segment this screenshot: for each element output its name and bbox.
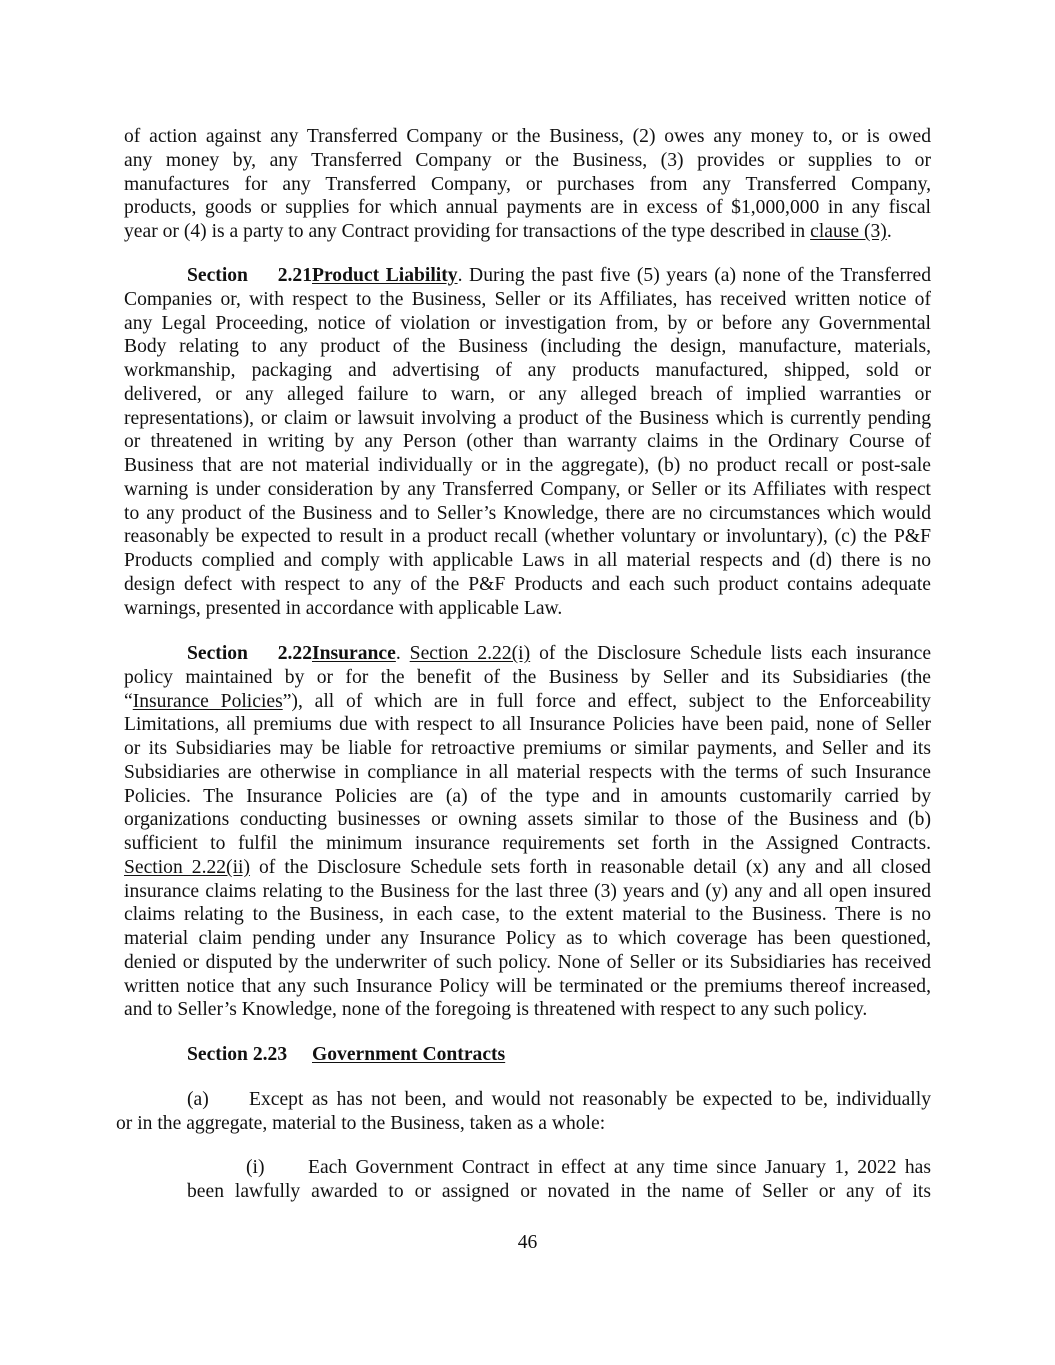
text-line: workmanship, packaging and advertising of any products manufactured, shipped, sold or	[124, 360, 931, 381]
text-line: claims relating to the Business, in each case, to the extent material to the Business. There is no	[124, 904, 931, 926]
text-line: of action against any Transferred Company or the Business, (2) owes any money to, or is owed	[124, 126, 931, 147]
subsection-a	[116, 1088, 931, 1136]
text-line: denied or disputed by the underwriter of such policy. None of Seller or its Subsidiaries has received	[124, 951, 931, 973]
section-number: Section 2.21	[187, 265, 312, 286]
clause-3-reference: clause (3)	[810, 221, 887, 242]
section-2-23	[124, 1043, 931, 1067]
text-line: Products complied and comply with applicable Laws in all material respects and (d) there is no	[124, 550, 931, 571]
section-number: Section 2.22	[187, 643, 312, 664]
text-line: written notice that any such Insurance Policy will be terminated or the premiums thereof increased,	[124, 975, 931, 997]
text-line: manufactures for any Transferred Company, or purchases from any Transferred Company,	[124, 173, 931, 195]
text-line: Body relating to any product of the Business (including the design, manufacture, materials,	[124, 336, 931, 358]
text-line: material claim pending under any Insurance Policy as to which coverage has been questioned,	[124, 928, 931, 949]
text-line: Limitations, all premiums due with respect to all Insurance Policies have been paid, none of Seller	[124, 714, 931, 736]
section-heading-line: Section 2.22Insurance. Section 2.22(i) of the Disclosure Schedule lists each insurance	[187, 643, 931, 664]
section-title: Product Liability	[312, 265, 458, 286]
subsection-label: (i)	[246, 1157, 265, 1178]
schedule-reference: Section 2.22(i)	[409, 643, 531, 664]
text-line: sufficient to fulfil the minimum insurance requirements set forth in the Assigned Contracts.	[124, 833, 931, 854]
text-line: Section 2.22(ii) of the Disclosure Schedule sets forth in reasonable detail (x) any and all closed	[124, 856, 931, 878]
text-line: Subsidiaries are otherwise in compliance in all material respects with the terms of such Insurance	[124, 761, 931, 783]
text-line: warning is under consideration by any Transferred Company, or Seller or its Affiliates with respect	[124, 478, 931, 500]
text-line: or in the aggregate, material to the Business, taken as a whole:	[116, 1112, 606, 1134]
text-line: year or (4) is a party to any Contract providing for transactions of the type described in clause (3).	[124, 221, 892, 242]
defined-term: Insurance Policies	[132, 690, 283, 712]
text-line: and to Seller’s Knowledge, none of the foregoing is threatened with respect to any such policy.	[124, 999, 868, 1021]
text-line: or threatened in writing by any Person (other than warranty claims in the Ordinary Course of	[124, 431, 931, 453]
text-line: Business that are not material individually or in the aggregate), (b) no product recall or post-sale	[124, 455, 931, 476]
text-line: “Insurance Policies”), all of which are in full force and effect, subject to the Enforceability	[124, 690, 931, 712]
continuation-paragraph	[124, 125, 931, 244]
section-heading-line	[124, 1043, 931, 1067]
text-line: (a) Except as has not been, and would not reasonably be expected to be, individually	[187, 1089, 931, 1110]
text-line: reasonably be expected to result in a product recall (whether voluntary or involuntary), (c) the P&F	[124, 526, 931, 548]
text-line: products, goods or supplies for which annual payments are in excess of $1,000,000 in any fiscal	[124, 197, 931, 219]
text-line: warnings, presented in accordance with applicable Law.	[124, 597, 563, 619]
text-line: delivered, or any alleged failure to warn, or any alleged breach of implied warranties or	[124, 383, 931, 405]
section-title: Insurance	[312, 643, 396, 664]
section-heading-line: Section 2.21Product Liability. During the past five (5) years (a) none of the Transferred	[187, 265, 931, 286]
section-2-22	[124, 642, 931, 1022]
text-line: or its Subsidiaries may be liable for retroactive premiums or similar payments, and Seller and its	[124, 738, 931, 759]
text-line: Policies. The Insurance Policies are (a) of the type and in amounts customarily carried by	[124, 785, 931, 807]
page-number: 46	[517, 1232, 538, 1253]
subsection-i	[187, 1156, 931, 1204]
text-line: any Legal Proceeding, notice of violation or investigation from, by or before any Governmental	[124, 312, 931, 334]
subsection-label: (a)	[187, 1089, 209, 1110]
text-line: organizations conducting businesses or owning assets similar to those of the Business and (b)	[124, 809, 931, 831]
schedule-reference: Section 2.22(ii)	[124, 856, 250, 878]
text-line: representations), or claim or lawsuit involving a product of the Business which is currently pending	[124, 407, 931, 429]
section-title: Government Contracts	[312, 1044, 506, 1065]
text-line: design defect with respect to any of the P&F Products and each such product contains adequate	[124, 573, 931, 595]
text-line: Companies or, with respect to the Business, Seller or its Affiliates, has received written notice of	[124, 288, 931, 310]
text-line: (i) Each Government Contract in effect at any time since January 1, 2022 has	[246, 1157, 931, 1178]
text-line: to any product of the Business and to Seller’s Knowledge, there are no circumstances which would	[124, 502, 931, 524]
text-line: policy maintained by or for the benefit of the Business by Seller and its Subsidiaries (the	[124, 666, 931, 688]
section-number: Section 2.23	[187, 1044, 288, 1065]
text-line: been lawfully awarded to or assigned or novated in the name of Seller or any of its	[187, 1180, 931, 1202]
text-line: insurance claims relating to the Business for the last three (3) years and (y) any and all open insured	[124, 880, 931, 902]
text-line: any money by, any Transferred Company or the Business, (3) provides or supplies to or	[124, 149, 931, 171]
section-2-21	[124, 264, 931, 620]
